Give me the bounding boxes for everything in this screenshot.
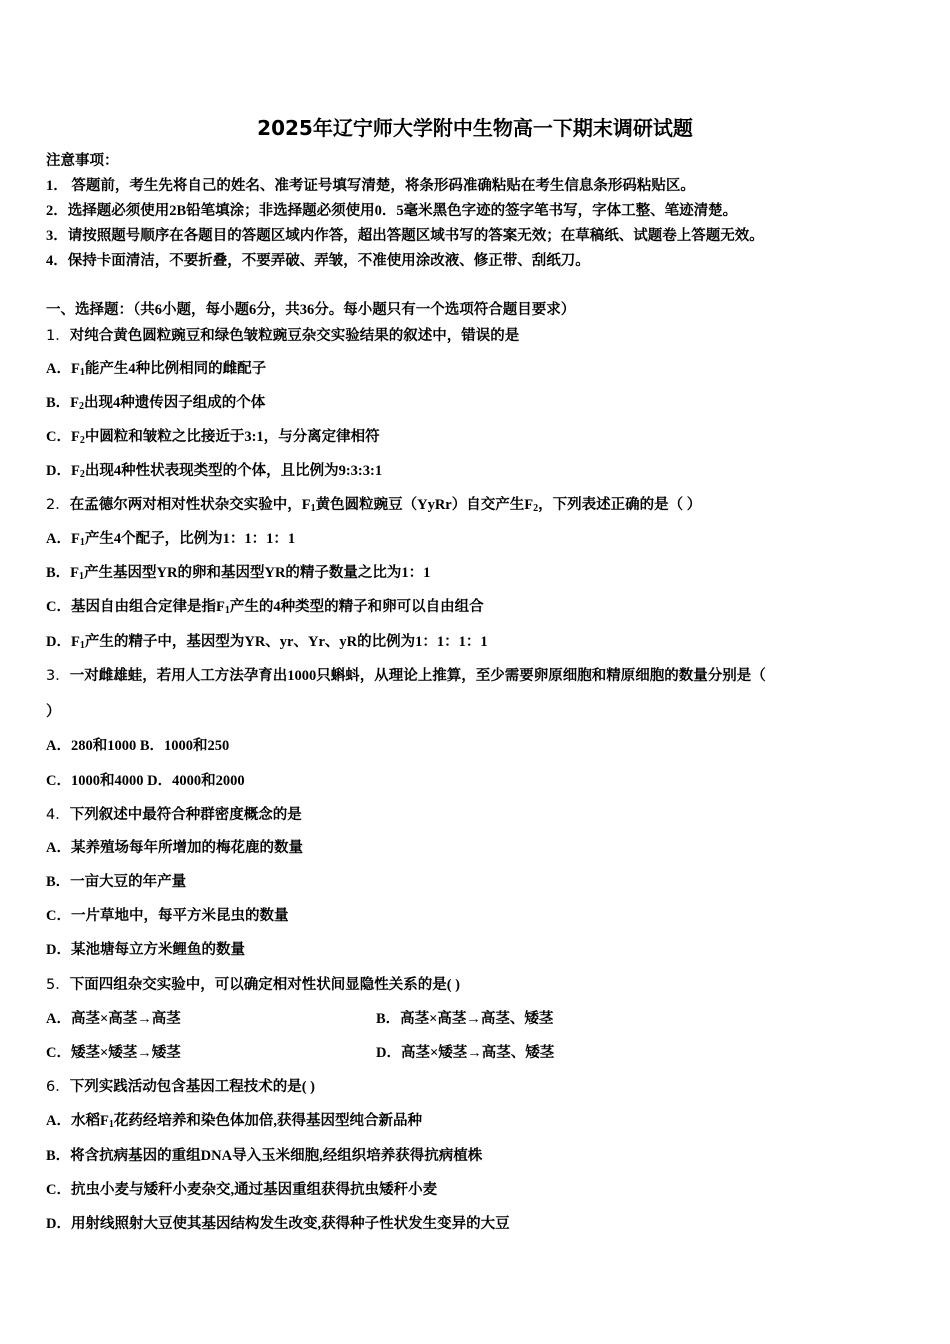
option-letter: A．F — [46, 531, 80, 547]
option-text: C．基因自由组合定律是指F — [46, 599, 225, 615]
q3-options-cd[interactable]: C．1000和4000 D．4000和2000 — [46, 773, 245, 789]
question-stem: ，下列表述正确的是（ ） — [538, 497, 702, 513]
option-letter: B．F — [46, 395, 80, 411]
q3-options-ab[interactable]: A．280和1000 B．1000和250 — [46, 738, 230, 754]
subscript: 1 — [79, 571, 85, 582]
subscript: 1 — [108, 1119, 114, 1130]
option-letter: D．F — [46, 634, 80, 650]
q1-option-c[interactable] — [46, 426, 910, 448]
q4-option-c[interactable]: C．一片草地中，每平方米昆虫的数量 — [46, 908, 289, 924]
subscript: 2 — [79, 401, 85, 412]
option-text: 出现4种遗传因子组成的个体 — [84, 395, 266, 411]
option-text: 产生的精子中，基因型为YR、yr、Yr、yR的比例为1：1：1：1 — [84, 634, 488, 650]
q5-options-row-2 — [46, 1042, 910, 1064]
q4-option-b[interactable]: B．一亩大豆的年产量 — [46, 874, 187, 890]
q6-option-b[interactable]: B．将含抗病基因的重组DNA导入玉米细胞,经组织培养获得抗病植株 — [46, 1148, 483, 1164]
question-stem: 一对雌雄蛙，若用人工方法孕育出1000只蝌蚪，从理论上推算，至少需要卵原细胞和精原细胞的数量分别是（ — [69, 668, 766, 684]
q4-option-d[interactable]: D．某池塘每立方米鲤鱼的数量 — [46, 942, 245, 958]
q2-option-d[interactable] — [46, 631, 910, 653]
subscript: 1 — [224, 605, 230, 616]
q5-option-b[interactable]: B．高茎×高茎→高茎、矮茎 — [376, 1011, 554, 1027]
option-letter: B．F — [46, 565, 80, 581]
question-stem: 黄色圆粒豌豆（YyRr）自交产生F — [315, 497, 534, 513]
option-text: 能产生4种比例相同的雌配子 — [84, 361, 267, 377]
question-number: 5． — [46, 977, 70, 993]
question-1 — [46, 325, 910, 347]
question-4 — [46, 804, 910, 826]
notice-item-4: 4．保持卡面清洁，不要折叠，不要弄破、弄皱，不准使用涂改液、修正带、刮纸刀。 — [46, 253, 590, 269]
option-text: 中圆粒和皱粒之比接近于3:1，与分离定律相符 — [84, 429, 380, 445]
question-stem: 下列叙述中最符合种群密度概念的是 — [69, 807, 302, 823]
q5-options-row-1 — [46, 1008, 910, 1030]
question-number: 6． — [46, 1079, 70, 1095]
question-stem: 对纯合黄色圆粒豌豆和绿色皱粒豌豆杂交实验结果的叙述中，错误的是 — [69, 328, 520, 344]
option-text: 产生基因型YR的卵和基因型YR的精子数量之比为1：1 — [84, 565, 431, 581]
notice-heading: 注意事项： — [46, 153, 119, 169]
q2-option-c[interactable] — [46, 596, 910, 618]
subscript: 2 — [79, 469, 85, 480]
option-letter: C．F — [46, 429, 80, 445]
q2-option-b[interactable] — [46, 562, 910, 584]
page-title: 2025年辽宁师大学附中生物高一下期末调研试题 — [257, 116, 693, 140]
q1-option-a[interactable] — [46, 358, 910, 380]
question-6 — [46, 1076, 910, 1098]
subscript: 2 — [79, 435, 85, 446]
notice-item-1: 1． 答题前，考生先将自己的姓名、准考证号填写清楚，将条形码准确粘贴在考生信息条形码粘贴区。 — [46, 178, 695, 194]
q6-option-a[interactable] — [46, 1110, 910, 1132]
subscript: 1 — [79, 367, 85, 378]
option-text: 出现4种性状表现类型的个体，且比例为9:3:3:1 — [84, 463, 383, 479]
question-number: 4． — [46, 807, 70, 823]
option-text: 产生的4种类型的精子和卵可以自由组合 — [229, 599, 484, 615]
q6-option-d[interactable]: D．用射线照射大豆使其基因结构发生改变,获得种子性状发生变异的大豆 — [46, 1216, 510, 1232]
subscript: 1 — [79, 640, 85, 651]
q5-option-c[interactable]: C．矮茎×矮茎→矮茎 — [46, 1045, 181, 1061]
option-letter: D．F — [46, 463, 80, 479]
question-stem: 在孟德尔两对相对性状杂交实验中，F — [69, 497, 311, 513]
option-letter: A．F — [46, 361, 80, 377]
notice-item-3: 3．请按照题号顺序在各题目的答题区域内作答，超出答题区域书写的答案无效；在草稿纸、试题卷上答题无效。 — [46, 228, 764, 244]
question-number: 3． — [46, 668, 70, 684]
question-3 — [46, 665, 910, 687]
q1-option-d[interactable] — [46, 460, 910, 482]
q1-option-b[interactable] — [46, 392, 910, 414]
subscript: 1 — [310, 503, 316, 514]
option-text: 花药经培养和染色体加倍,获得基因型纯合新品种 — [113, 1113, 422, 1129]
question-3-stem-end: ） — [46, 704, 61, 720]
section-heading: 一、选择题：（共6小题，每小题6分，共36分。每小题只有一个选项符合题目要求） — [46, 302, 576, 318]
subscript: 1 — [79, 537, 85, 548]
question-5 — [46, 974, 910, 996]
q6-option-c[interactable]: C．抗虫小麦与矮秆小麦杂交,通过基因重组获得抗虫矮秆小麦 — [46, 1182, 438, 1198]
question-stem: 下列实践活动包含基因工程技术的是( ) — [69, 1079, 316, 1095]
question-number: 2． — [46, 497, 70, 513]
subscript: 2 — [533, 503, 539, 514]
option-text: 产生4个配子，比例为1：1：1：1 — [84, 531, 296, 547]
question-stem: 下面四组杂交实验中，可以确定相对性状间显隐性关系的是( ) — [69, 977, 461, 993]
q5-option-a[interactable]: A．高茎×高茎→高茎 — [46, 1011, 181, 1027]
q5-option-d[interactable]: D．高茎×矮茎→高茎、矮茎 — [376, 1045, 555, 1061]
q2-option-a[interactable] — [46, 528, 910, 550]
q4-option-a[interactable]: A．某养殖场每年所增加的梅花鹿的数量 — [46, 840, 303, 856]
notice-item-2: 2．选择题必须使用2B铅笔填涂；非选择题必须使用0．5毫米黑色字迹的签字笔书写，字体工整、笔迹清楚。 — [46, 203, 738, 219]
question-2 — [46, 494, 910, 516]
option-text: A．水稻F — [46, 1113, 109, 1129]
question-number: 1． — [46, 328, 70, 344]
